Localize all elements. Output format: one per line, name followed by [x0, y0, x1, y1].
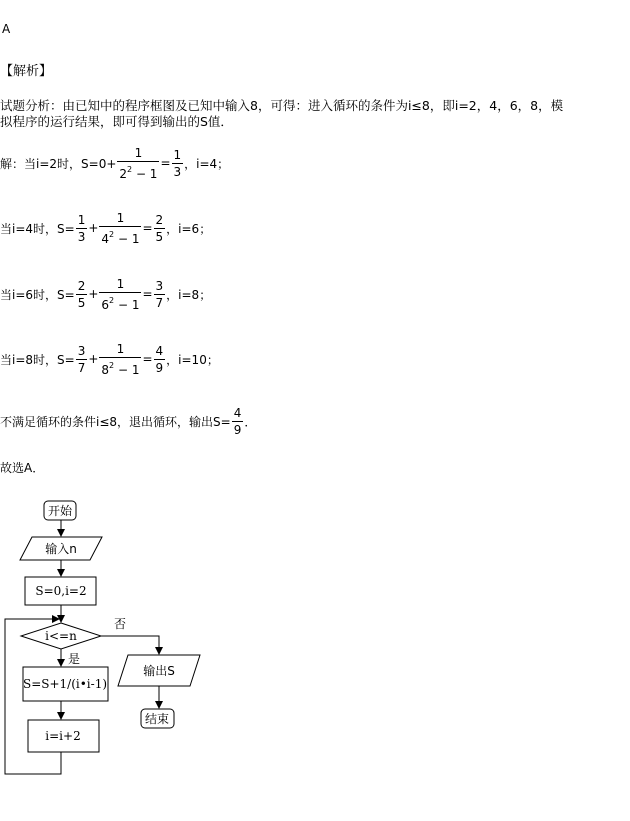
step-equals: =	[142, 287, 153, 301]
step-term-numerator: 1	[99, 210, 141, 227]
exit-end: ．	[244, 414, 257, 429]
step-term-numerator: 1	[99, 341, 141, 358]
input-label: 输入n	[45, 542, 77, 556]
solution-step	[0, 339, 219, 379]
step-equals: =	[142, 352, 153, 366]
exit-denominator: 9	[233, 422, 242, 437]
step-fraction-previous	[76, 343, 88, 376]
init-label: S=0,i=2	[35, 584, 87, 598]
step-fraction-term	[99, 341, 141, 378]
step-term-numerator: 1	[117, 145, 159, 162]
solution-step	[0, 274, 211, 314]
output-label: 输出S	[143, 664, 175, 678]
step-result-denominator: 5	[155, 229, 164, 244]
step-term-numerator: 1	[99, 276, 141, 293]
solution-step	[0, 208, 211, 248]
step-term-denominator	[99, 293, 141, 313]
step-term-base: 8	[101, 362, 110, 377]
step-prefix: 解：当i=2时，S=0+	[0, 156, 117, 171]
no-label: 否	[114, 617, 127, 631]
step-prefix: 当i=8时，S=	[0, 352, 75, 367]
answer-label: A	[2, 22, 11, 36]
start-label: 开始	[47, 504, 73, 518]
step-fraction-previous	[76, 278, 88, 311]
step-suffix: ，i=6；	[166, 221, 212, 236]
update-label: S=S+1/(i•i-1)	[22, 677, 108, 691]
analysis-line-2: 拟程序的运行结果，即可得到输出的S值．	[0, 114, 233, 129]
step-prefix: 当i=4时，S=	[0, 221, 75, 236]
condition-label: i<=n	[45, 629, 77, 643]
exit-text: 不满足循环的条件i≤8，退出循环，输出S=	[0, 414, 231, 429]
exit-fraction	[232, 405, 244, 438]
step-term-rest: − 1	[132, 166, 158, 181]
step-plus: +	[88, 287, 99, 301]
yes-label: 是	[68, 652, 81, 666]
step-term-denominator	[99, 227, 141, 247]
analysis-line-1: 试题分析：由已知中的程序框图及已知中输入8，可得：进入循环的条件为i≤8，即i=2，4，6，8，模	[0, 98, 564, 113]
step-result-denominator: 9	[155, 360, 164, 375]
step-fraction-result	[154, 343, 166, 376]
step-prefix: 当i=6时，S=	[0, 287, 75, 302]
step-result-numerator: 3	[155, 278, 164, 293]
step-term-denominator	[99, 358, 141, 378]
step-prev-denominator: 7	[77, 360, 86, 375]
step-term-rest: − 1	[114, 231, 140, 246]
exit-numerator: 4	[233, 405, 242, 420]
conclusion: 故选A．	[0, 461, 45, 475]
step-term-exponent: 2	[109, 295, 115, 305]
step-term-rest: − 1	[114, 362, 140, 377]
step-term-base: 6	[101, 297, 110, 312]
step-prev-numerator: 3	[77, 343, 86, 358]
step-equals: =	[160, 156, 171, 170]
step-suffix: ，i=8；	[166, 287, 212, 302]
step-result-denominator: 7	[155, 295, 164, 310]
step-prev-numerator: 1	[77, 212, 86, 227]
step-suffix: ，i=10；	[166, 352, 219, 367]
step-prev-numerator: 2	[77, 278, 86, 293]
end-label: 结束	[144, 712, 170, 726]
step-equals: =	[142, 221, 153, 235]
flowchart	[0, 495, 260, 795]
step-term-exponent: 2	[109, 229, 115, 239]
step-term-rest: − 1	[114, 297, 140, 312]
exit-line	[0, 401, 256, 441]
step-fraction-previous	[76, 212, 88, 245]
step-term-base: 4	[101, 231, 110, 246]
step-plus: +	[88, 221, 99, 235]
step-result-numerator: 2	[155, 212, 164, 227]
step-plus: +	[88, 352, 99, 366]
step-fraction-term	[99, 276, 141, 313]
step-result-denominator: 3	[173, 164, 182, 179]
step-prev-denominator: 5	[77, 295, 86, 310]
step-fraction-result	[172, 147, 184, 180]
step-term-exponent: 2	[109, 360, 115, 370]
step-term-denominator	[117, 162, 159, 182]
step-result-numerator: 1	[173, 147, 182, 162]
step-fraction-result	[154, 278, 166, 311]
step-fraction-term	[117, 145, 159, 182]
step-fraction-result	[154, 212, 166, 245]
section-title: 【解析】	[0, 64, 53, 79]
step-fraction-term	[99, 210, 141, 247]
increment-label: i=i+2	[45, 729, 81, 743]
solution-step	[0, 143, 229, 183]
step-term-base: 2	[119, 166, 128, 181]
step-prev-denominator: 3	[77, 229, 86, 244]
step-result-numerator: 4	[155, 343, 164, 358]
step-term-exponent: 2	[127, 164, 133, 174]
step-suffix: ，i=4；	[184, 156, 230, 171]
